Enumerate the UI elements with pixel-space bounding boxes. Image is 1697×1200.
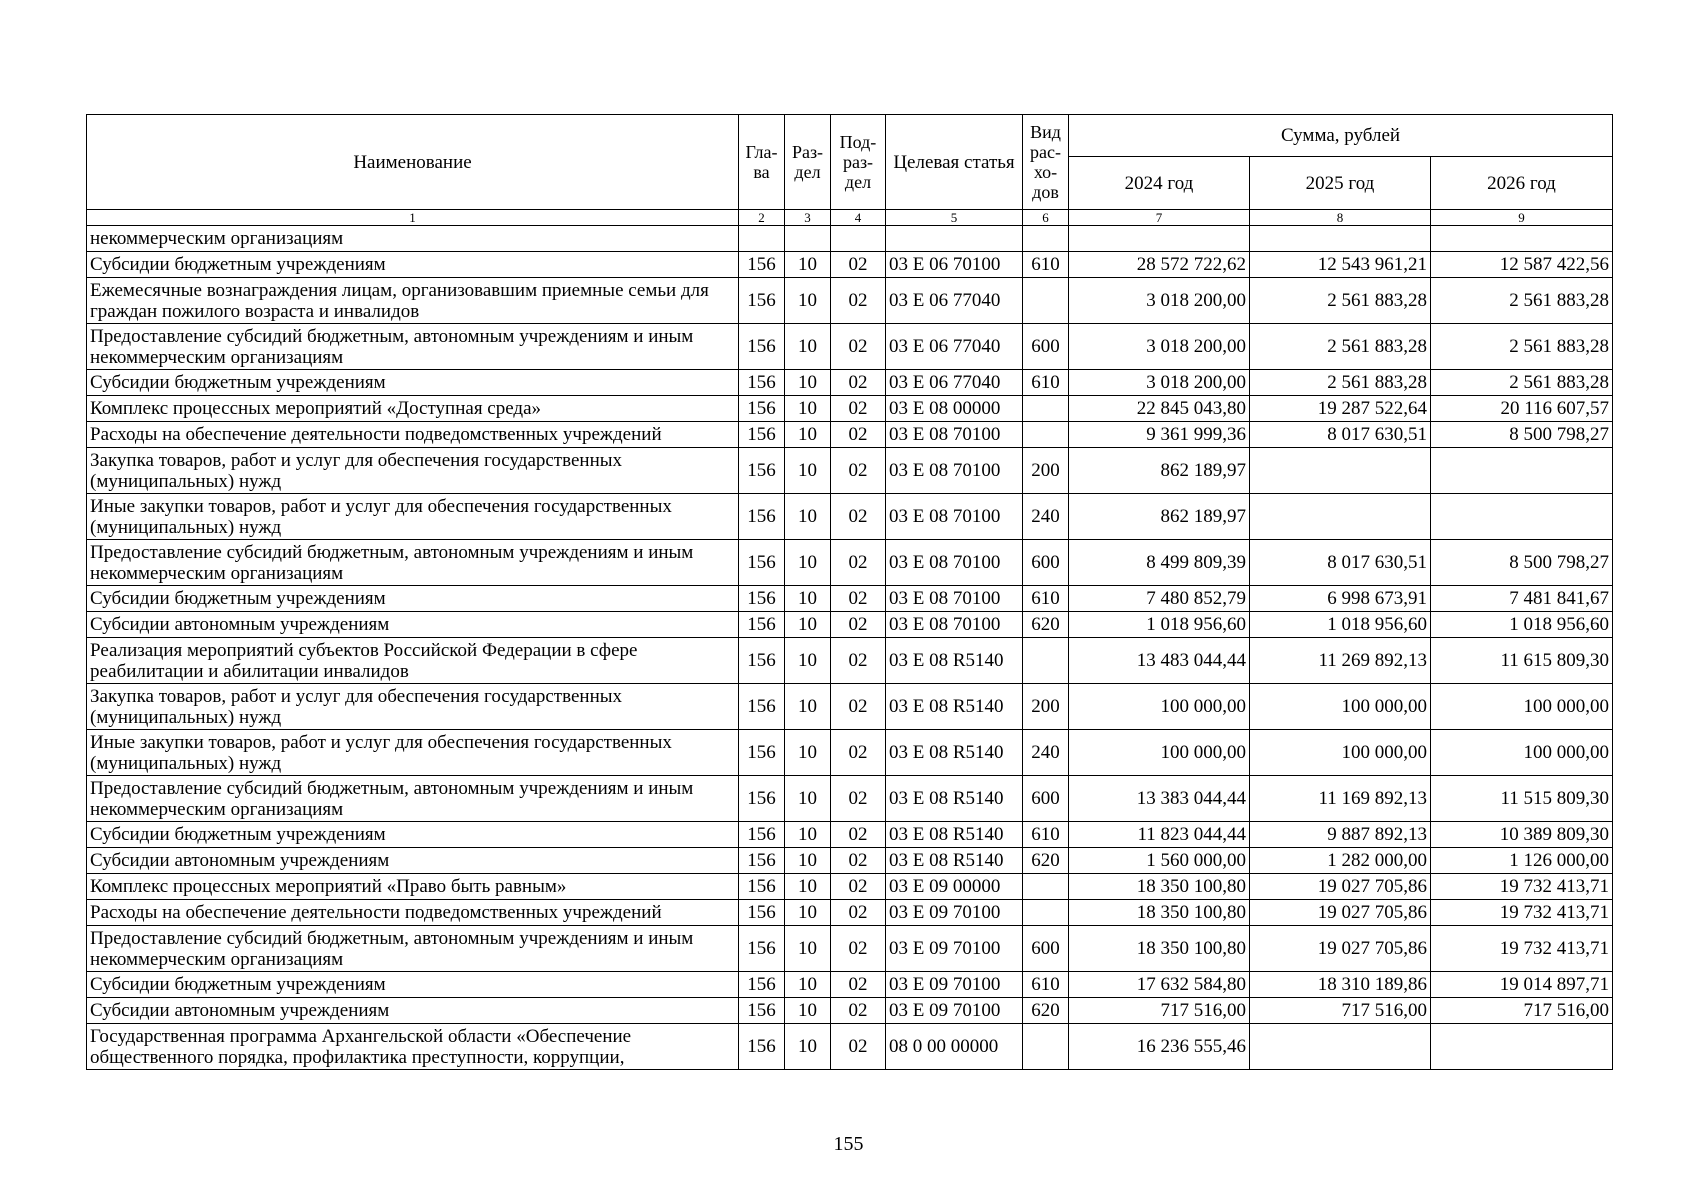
row-amount-2026: 2 561 883,28	[1431, 278, 1613, 324]
row-tselevaya-statya: 03 Е 09 70100	[886, 900, 1023, 926]
row-amount-2024: 717 516,00	[1069, 998, 1250, 1024]
row-tselevaya-statya: 03 Е 09 70100	[886, 972, 1023, 998]
row-razdel: 10	[785, 848, 831, 874]
row-vid-raskhodov: 610	[1023, 972, 1069, 998]
row-tselevaya-statya: 03 Е 08 00000	[886, 396, 1023, 422]
row-amount-2025: 717 516,00	[1250, 998, 1431, 1024]
row-razdel: 10	[785, 998, 831, 1024]
row-podrazdel: 02	[831, 776, 886, 822]
row-amount-2025: 6 998 673,91	[1250, 586, 1431, 612]
row-amount-2026	[1431, 1024, 1613, 1070]
row-tselevaya-statya: 03 Е 09 70100	[886, 926, 1023, 972]
row-name: Комплекс процессных мероприятий «Право быть равным»	[87, 874, 739, 900]
row-tselevaya-statya: 03 Е 08 70100	[886, 448, 1023, 494]
row-razdel: 10	[785, 586, 831, 612]
row-tselevaya-statya: 03 Е 08 70100	[886, 494, 1023, 540]
row-amount-2026: 19 014 897,71	[1431, 972, 1613, 998]
row-vid-raskhodov	[1023, 422, 1069, 448]
header-podrazdel: Под- раз- дел	[831, 115, 886, 210]
row-tselevaya-statya: 03 Е 08 70100	[886, 586, 1023, 612]
row-glava: 156	[739, 422, 785, 448]
table-row	[87, 226, 1613, 252]
row-amount-2024: 18 350 100,80	[1069, 900, 1250, 926]
row-glava: 156	[739, 324, 785, 370]
row-name: Предоставление субсидий бюджетным, автономным учреждениям и иным некоммерческим организациям	[87, 540, 739, 586]
row-podrazdel: 02	[831, 1024, 886, 1070]
row-podrazdel: 02	[831, 972, 886, 998]
row-podrazdel: 02	[831, 252, 886, 278]
row-vid-raskhodov	[1023, 396, 1069, 422]
row-amount-2025: 100 000,00	[1250, 684, 1431, 730]
row-glava: 156	[739, 874, 785, 900]
row-amount-2025: 2 561 883,28	[1250, 278, 1431, 324]
row-name: Субсидии бюджетным учреждениям	[87, 252, 739, 278]
header-name: Наименование	[87, 115, 739, 210]
row-vid-raskhodov: 620	[1023, 848, 1069, 874]
row-amount-2025: 11 169 892,13	[1250, 776, 1431, 822]
row-amount-2025: 8 017 630,51	[1250, 540, 1431, 586]
row-tselevaya-statya: 03 Е 08 R5140	[886, 822, 1023, 848]
row-amount-2025: 9 887 892,13	[1250, 822, 1431, 848]
row-amount-2024: 8 499 809,39	[1069, 540, 1250, 586]
row-amount-2024: 18 350 100,80	[1069, 874, 1250, 900]
table-header	[87, 115, 1613, 210]
row-amount-2025: 11 269 892,13	[1250, 638, 1431, 684]
row-amount-2025: 1 282 000,00	[1250, 848, 1431, 874]
row-razdel: 10	[785, 396, 831, 422]
row-vid-raskhodov: 610	[1023, 252, 1069, 278]
row-amount-2026: 100 000,00	[1431, 684, 1613, 730]
row-vid-raskhodov	[1023, 874, 1069, 900]
row-razdel: 10	[785, 422, 831, 448]
row-amount-2026: 11 515 809,30	[1431, 776, 1613, 822]
header-tselevaya-statya: Целевая статья	[886, 115, 1023, 210]
row-amount-2026: 1 126 000,00	[1431, 848, 1613, 874]
row-amount-2025: 19 027 705,86	[1250, 900, 1431, 926]
row-amount-2024: 1 018 956,60	[1069, 612, 1250, 638]
row-tselevaya-statya: 03 Е 08 70100	[886, 540, 1023, 586]
header-glava: Гла- ва	[739, 115, 785, 210]
row-amount-2026: 20 116 607,57	[1431, 396, 1613, 422]
budget-table	[86, 114, 1613, 1070]
column-number: 5	[886, 210, 1023, 226]
row-amount-2026: 100 000,00	[1431, 730, 1613, 776]
row-razdel: 10	[785, 370, 831, 396]
row-name: Закупка товаров, работ и услуг для обеспечения государственных (муниципальных) нужд	[87, 448, 739, 494]
row-amount-2025: 100 000,00	[1250, 730, 1431, 776]
table-body	[87, 210, 1613, 1070]
row-name: Комплекс процессных мероприятий «Доступная среда»	[87, 396, 739, 422]
table-row	[87, 370, 1613, 396]
row-amount-2026: 717 516,00	[1431, 998, 1613, 1024]
row-podrazdel: 02	[831, 396, 886, 422]
row-amount-2024: 13 483 044,44	[1069, 638, 1250, 684]
row-glava: 156	[739, 972, 785, 998]
row-vid-raskhodov: 610	[1023, 370, 1069, 396]
column-number: 4	[831, 210, 886, 226]
table-row	[87, 586, 1613, 612]
header-year-2025: 2025 год	[1250, 157, 1431, 210]
row-podrazdel: 02	[831, 638, 886, 684]
row-razdel: 10	[785, 278, 831, 324]
row-tselevaya-statya: 03 Е 08 R5140	[886, 730, 1023, 776]
row-amount-2026: 8 500 798,27	[1431, 540, 1613, 586]
header-summa: Сумма, рублей	[1069, 115, 1613, 157]
row-amount-2025	[1250, 226, 1431, 252]
row-glava: 156	[739, 586, 785, 612]
row-amount-2026: 19 732 413,71	[1431, 900, 1613, 926]
header-year-2024: 2024 год	[1069, 157, 1250, 210]
table-row	[87, 998, 1613, 1024]
table-row	[87, 874, 1613, 900]
row-amount-2024: 862 189,97	[1069, 494, 1250, 540]
row-razdel: 10	[785, 822, 831, 848]
table-row	[87, 494, 1613, 540]
row-glava	[739, 226, 785, 252]
row-glava: 156	[739, 370, 785, 396]
row-podrazdel: 02	[831, 730, 886, 776]
row-name: Субсидии автономным учреждениям	[87, 612, 739, 638]
table-row	[87, 278, 1613, 324]
row-amount-2024: 3 018 200,00	[1069, 278, 1250, 324]
table-row	[87, 396, 1613, 422]
row-podrazdel: 02	[831, 822, 886, 848]
row-name: Субсидии автономным учреждениям	[87, 998, 739, 1024]
column-number: 1	[87, 210, 739, 226]
column-number-row	[87, 210, 1613, 226]
table-row	[87, 900, 1613, 926]
row-name: Предоставление субсидий бюджетным, автономным учреждениям и иным некоммерческим организациям	[87, 926, 739, 972]
row-glava: 156	[739, 540, 785, 586]
row-amount-2024: 22 845 043,80	[1069, 396, 1250, 422]
row-name: Закупка товаров, работ и услуг для обеспечения государственных (муниципальных) нужд	[87, 684, 739, 730]
row-razdel: 10	[785, 730, 831, 776]
row-amount-2024: 9 361 999,36	[1069, 422, 1250, 448]
row-amount-2026	[1431, 226, 1613, 252]
row-amount-2025	[1250, 1024, 1431, 1070]
row-amount-2024: 3 018 200,00	[1069, 370, 1250, 396]
row-amount-2026: 19 732 413,71	[1431, 874, 1613, 900]
row-vid-raskhodov	[1023, 1024, 1069, 1070]
row-amount-2024: 100 000,00	[1069, 730, 1250, 776]
table-row	[87, 540, 1613, 586]
row-amount-2025: 19 027 705,86	[1250, 874, 1431, 900]
row-tselevaya-statya: 03 Е 09 70100	[886, 998, 1023, 1024]
row-vid-raskhodov: 600	[1023, 324, 1069, 370]
row-amount-2025	[1250, 448, 1431, 494]
row-podrazdel: 02	[831, 900, 886, 926]
row-glava: 156	[739, 730, 785, 776]
row-glava: 156	[739, 252, 785, 278]
row-vid-raskhodov	[1023, 226, 1069, 252]
row-amount-2024: 11 823 044,44	[1069, 822, 1250, 848]
row-podrazdel	[831, 226, 886, 252]
table-row	[87, 926, 1613, 972]
row-vid-raskhodov: 600	[1023, 776, 1069, 822]
row-tselevaya-statya: 03 Е 06 77040	[886, 370, 1023, 396]
row-name: Субсидии бюджетным учреждениям	[87, 822, 739, 848]
row-name: Субсидии бюджетным учреждениям	[87, 586, 739, 612]
row-vid-raskhodov	[1023, 900, 1069, 926]
row-podrazdel: 02	[831, 998, 886, 1024]
row-podrazdel: 02	[831, 612, 886, 638]
row-vid-raskhodov: 600	[1023, 926, 1069, 972]
row-razdel: 10	[785, 540, 831, 586]
row-amount-2024: 18 350 100,80	[1069, 926, 1250, 972]
row-tselevaya-statya: 03 Е 08 R5140	[886, 638, 1023, 684]
row-podrazdel: 02	[831, 926, 886, 972]
row-podrazdel: 02	[831, 422, 886, 448]
row-tselevaya-statya: 08 0 00 00000	[886, 1024, 1023, 1070]
row-glava: 156	[739, 822, 785, 848]
row-amount-2024	[1069, 226, 1250, 252]
table-row	[87, 422, 1613, 448]
table-row	[87, 684, 1613, 730]
row-razdel: 10	[785, 776, 831, 822]
row-vid-raskhodov: 240	[1023, 730, 1069, 776]
row-razdel: 10	[785, 612, 831, 638]
row-amount-2026: 2 561 883,28	[1431, 370, 1613, 396]
row-tselevaya-statya: 03 Е 08 R5140	[886, 776, 1023, 822]
row-podrazdel: 02	[831, 278, 886, 324]
column-number: 8	[1250, 210, 1431, 226]
row-amount-2025	[1250, 494, 1431, 540]
row-name: Ежемесячные вознаграждения лицам, организовавшим приемные семьи для граждан пожилого возраста и инвалидов	[87, 278, 739, 324]
row-tselevaya-statya: 03 Е 06 77040	[886, 324, 1023, 370]
table-row	[87, 252, 1613, 278]
row-amount-2025: 18 310 189,86	[1250, 972, 1431, 998]
row-amount-2025: 1 018 956,60	[1250, 612, 1431, 638]
row-vid-raskhodov	[1023, 278, 1069, 324]
row-amount-2024: 3 018 200,00	[1069, 324, 1250, 370]
row-razdel	[785, 226, 831, 252]
row-razdel: 10	[785, 972, 831, 998]
row-razdel: 10	[785, 448, 831, 494]
page-number: 155	[833, 1133, 864, 1155]
row-razdel: 10	[785, 494, 831, 540]
row-amount-2026: 1 018 956,60	[1431, 612, 1613, 638]
row-name: Расходы на обеспечение деятельности подведомственных учреждений	[87, 900, 739, 926]
row-amount-2026: 11 615 809,30	[1431, 638, 1613, 684]
row-amount-2024: 862 189,97	[1069, 448, 1250, 494]
table-row	[87, 638, 1613, 684]
row-amount-2025: 2 561 883,28	[1250, 370, 1431, 396]
row-podrazdel: 02	[831, 540, 886, 586]
table-row	[87, 848, 1613, 874]
row-razdel: 10	[785, 926, 831, 972]
row-name: Субсидии бюджетным учреждениям	[87, 370, 739, 396]
row-podrazdel: 02	[831, 370, 886, 396]
row-name: Субсидии бюджетным учреждениям	[87, 972, 739, 998]
row-amount-2026: 12 587 422,56	[1431, 252, 1613, 278]
table-row	[87, 776, 1613, 822]
row-glava: 156	[739, 684, 785, 730]
row-amount-2026	[1431, 494, 1613, 540]
row-vid-raskhodov: 620	[1023, 998, 1069, 1024]
row-vid-raskhodov: 610	[1023, 586, 1069, 612]
row-glava: 156	[739, 396, 785, 422]
row-podrazdel: 02	[831, 848, 886, 874]
row-tselevaya-statya: 03 Е 08 70100	[886, 422, 1023, 448]
row-name: Иные закупки товаров, работ и услуг для обеспечения государственных (муниципальных) нужд	[87, 494, 739, 540]
row-podrazdel: 02	[831, 684, 886, 730]
row-amount-2024: 100 000,00	[1069, 684, 1250, 730]
row-tselevaya-statya: 03 Е 08 70100	[886, 612, 1023, 638]
row-glava: 156	[739, 776, 785, 822]
row-tselevaya-statya: 03 Е 08 R5140	[886, 848, 1023, 874]
row-amount-2024: 28 572 722,62	[1069, 252, 1250, 278]
row-tselevaya-statya: 03 Е 09 00000	[886, 874, 1023, 900]
row-glava: 156	[739, 900, 785, 926]
row-name: Иные закупки товаров, работ и услуг для обеспечения государственных (муниципальных) нужд	[87, 730, 739, 776]
row-razdel: 10	[785, 900, 831, 926]
column-number: 2	[739, 210, 785, 226]
row-amount-2025: 8 017 630,51	[1250, 422, 1431, 448]
row-amount-2024: 1 560 000,00	[1069, 848, 1250, 874]
row-amount-2026: 19 732 413,71	[1431, 926, 1613, 972]
row-amount-2025: 12 543 961,21	[1250, 252, 1431, 278]
column-number: 7	[1069, 210, 1250, 226]
row-amount-2025: 19 287 522,64	[1250, 396, 1431, 422]
header-year-2026: 2026 год	[1431, 157, 1613, 210]
row-amount-2025: 2 561 883,28	[1250, 324, 1431, 370]
table-row	[87, 448, 1613, 494]
row-glava: 156	[739, 998, 785, 1024]
table-row	[87, 324, 1613, 370]
row-vid-raskhodov: 240	[1023, 494, 1069, 540]
row-vid-raskhodov: 200	[1023, 684, 1069, 730]
header-razdel: Раз- дел	[785, 115, 831, 210]
row-amount-2026: 10 389 809,30	[1431, 822, 1613, 848]
row-glava: 156	[739, 848, 785, 874]
row-amount-2024: 17 632 584,80	[1069, 972, 1250, 998]
table-row	[87, 972, 1613, 998]
row-name: Расходы на обеспечение деятельности подведомственных учреждений	[87, 422, 739, 448]
row-tselevaya-statya: 03 Е 06 70100	[886, 252, 1023, 278]
row-glava: 156	[739, 612, 785, 638]
table-row	[87, 730, 1613, 776]
table-row	[87, 612, 1613, 638]
row-podrazdel: 02	[831, 874, 886, 900]
column-number: 9	[1431, 210, 1613, 226]
row-name: некоммерческим организациям	[87, 226, 739, 252]
row-vid-raskhodov: 620	[1023, 612, 1069, 638]
column-number: 6	[1023, 210, 1069, 226]
column-number: 3	[785, 210, 831, 226]
row-name: Государственная программа Архангельской области «Обеспечение общественного порядка, профилактика преступности, коррупции,	[87, 1024, 739, 1070]
row-name: Предоставление субсидий бюджетным, автономным учреждениям и иным некоммерческим организациям	[87, 324, 739, 370]
row-podrazdel: 02	[831, 494, 886, 540]
row-razdel: 10	[785, 684, 831, 730]
row-glava: 156	[739, 638, 785, 684]
row-razdel: 10	[785, 638, 831, 684]
row-tselevaya-statya	[886, 226, 1023, 252]
row-tselevaya-statya: 03 Е 06 77040	[886, 278, 1023, 324]
row-amount-2026: 2 561 883,28	[1431, 324, 1613, 370]
table-row	[87, 1024, 1613, 1070]
row-glava: 156	[739, 926, 785, 972]
row-glava: 156	[739, 494, 785, 540]
row-razdel: 10	[785, 252, 831, 278]
row-name: Предоставление субсидий бюджетным, автономным учреждениям и иным некоммерческим организациям	[87, 776, 739, 822]
row-vid-raskhodov: 600	[1023, 540, 1069, 586]
row-glava: 156	[739, 278, 785, 324]
table-row	[87, 822, 1613, 848]
row-razdel: 10	[785, 324, 831, 370]
row-razdel: 10	[785, 1024, 831, 1070]
header-vid-raskhodov: Вид рас- хо- дов	[1023, 115, 1069, 210]
row-razdel: 10	[785, 874, 831, 900]
row-podrazdel: 02	[831, 586, 886, 612]
row-glava: 156	[739, 448, 785, 494]
row-amount-2026	[1431, 448, 1613, 494]
row-vid-raskhodov	[1023, 638, 1069, 684]
row-amount-2024: 16 236 555,46	[1069, 1024, 1250, 1070]
row-name: Реализация мероприятий субъектов Российской Федерации в сфере реабилитации и абилитации инвалидов	[87, 638, 739, 684]
row-amount-2026: 7 481 841,67	[1431, 586, 1613, 612]
row-amount-2025: 19 027 705,86	[1250, 926, 1431, 972]
row-amount-2024: 13 383 044,44	[1069, 776, 1250, 822]
row-podrazdel: 02	[831, 448, 886, 494]
row-vid-raskhodov: 200	[1023, 448, 1069, 494]
row-amount-2024: 7 480 852,79	[1069, 586, 1250, 612]
row-tselevaya-statya: 03 Е 08 R5140	[886, 684, 1023, 730]
row-amount-2026: 8 500 798,27	[1431, 422, 1613, 448]
row-glava: 156	[739, 1024, 785, 1070]
row-vid-raskhodov: 610	[1023, 822, 1069, 848]
row-name: Субсидии автономным учреждениям	[87, 848, 739, 874]
row-podrazdel: 02	[831, 324, 886, 370]
